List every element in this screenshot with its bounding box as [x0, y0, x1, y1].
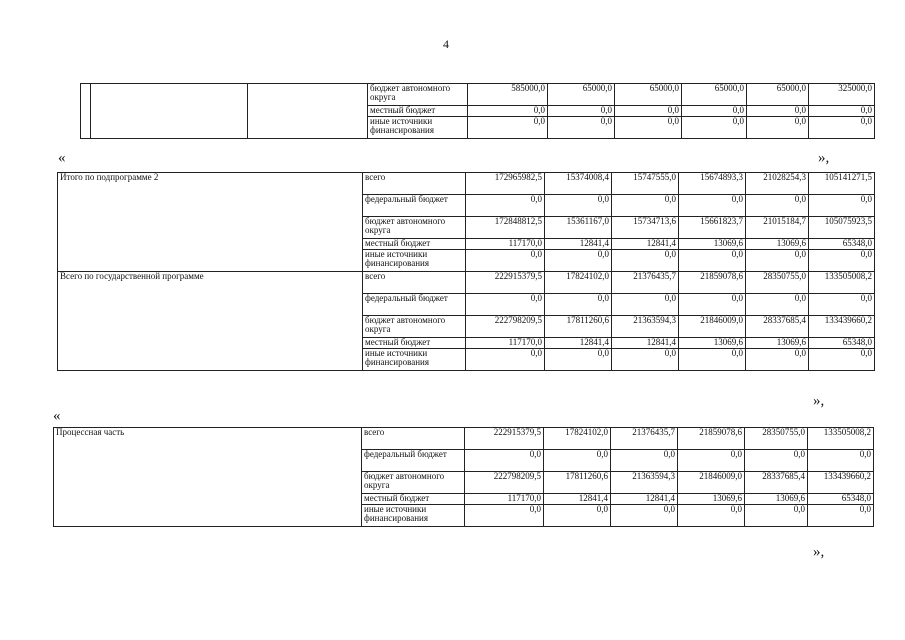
value-cell: 0,0: [808, 505, 874, 527]
close-quote-3: »,: [813, 544, 825, 560]
value-cell: 0,0: [809, 349, 875, 371]
value-cell: 0,0: [465, 450, 544, 472]
value-cell: 13069,6: [678, 494, 745, 505]
value-cell: 13069,6: [679, 239, 746, 250]
value-cell: 12841,4: [612, 239, 679, 250]
value-cell: 0,0: [747, 106, 809, 117]
value-cell: 0,0: [679, 294, 746, 316]
value-cell: 172848812,5: [466, 217, 545, 239]
value-cell: 0,0: [809, 106, 875, 117]
row-label: местный бюджет: [368, 106, 468, 117]
row-label: местный бюджет: [363, 338, 466, 349]
value-cell: 0,0: [612, 195, 679, 217]
value-cell: 15374008,4: [545, 173, 612, 195]
row-label: бюджет автономного округа: [363, 316, 466, 338]
value-cell: 0,0: [612, 294, 679, 316]
row-label: бюджет автономного округа: [362, 472, 465, 494]
value-cell: 0,0: [611, 505, 678, 527]
value-cell: 28337685,4: [746, 316, 809, 338]
value-cell: 0,0: [465, 505, 544, 527]
value-cell: 21363594,3: [612, 316, 679, 338]
value-cell: 12841,4: [612, 338, 679, 349]
value-cell: 65000,0: [615, 84, 682, 106]
value-cell: 0,0: [678, 505, 745, 527]
value-cell: 21846009,0: [678, 472, 745, 494]
table-row: [58, 272, 875, 294]
value-cell: 0,0: [615, 117, 682, 139]
value-cell: 585000,0: [468, 84, 548, 106]
page-number: 4: [443, 37, 449, 51]
value-cell: 222798209,5: [465, 472, 544, 494]
row-label: федеральный бюджет: [363, 294, 466, 316]
value-cell: 15747555,0: [612, 173, 679, 195]
value-cell: 0,0: [746, 250, 809, 272]
open-quote-2: «: [53, 408, 61, 424]
value-cell: 65000,0: [548, 84, 615, 106]
value-cell: 0,0: [746, 294, 809, 316]
value-cell: 13069,6: [746, 338, 809, 349]
table-row: [54, 428, 874, 450]
row-label: иные источники финансирования: [368, 117, 468, 139]
empty-cell-c: [248, 84, 368, 139]
value-cell: 0,0: [679, 195, 746, 217]
value-cell: 133439660,2: [809, 316, 875, 338]
value-cell: 21846009,0: [679, 316, 746, 338]
value-cell: 17811260,6: [544, 472, 611, 494]
value-cell: 0,0: [544, 505, 611, 527]
value-cell: 0,0: [809, 250, 875, 272]
value-cell: 15361167,0: [545, 217, 612, 239]
value-cell: 0,0: [612, 250, 679, 272]
value-cell: 0,0: [612, 349, 679, 371]
row-label: федеральный бюджет: [363, 195, 466, 217]
value-cell: 21376435,7: [612, 272, 679, 294]
row-label: иные источники финансирования: [363, 250, 466, 272]
value-cell: 0,0: [679, 349, 746, 371]
value-cell: 28337685,4: [745, 472, 808, 494]
value-cell: 0,0: [466, 349, 545, 371]
table-row: [81, 84, 875, 106]
value-cell: 17824102,0: [545, 272, 612, 294]
value-cell: 21376435,7: [611, 428, 678, 450]
value-cell: 65000,0: [682, 84, 747, 106]
row-label: местный бюджет: [363, 239, 466, 250]
funding-table-continuation: [80, 83, 875, 139]
value-cell: 0,0: [545, 294, 612, 316]
value-cell: 12841,4: [611, 494, 678, 505]
value-cell: 0,0: [745, 450, 808, 472]
value-cell: 172965982,5: [466, 173, 545, 195]
row-label: иные источники финансирования: [362, 505, 465, 527]
value-cell: 65348,0: [809, 239, 875, 250]
row-label: бюджет автономного округа: [368, 84, 468, 106]
value-cell: 12841,4: [544, 494, 611, 505]
value-cell: 17824102,0: [544, 428, 611, 450]
value-cell: 0,0: [678, 450, 745, 472]
value-cell: 0,0: [468, 117, 548, 139]
value-cell: 65348,0: [808, 494, 874, 505]
value-cell: 0,0: [809, 294, 875, 316]
empty-cell-b: [91, 84, 248, 139]
value-cell: 0,0: [746, 195, 809, 217]
value-cell: 117170,0: [466, 239, 545, 250]
value-cell: 0,0: [809, 117, 875, 139]
value-cell: 0,0: [615, 106, 682, 117]
row-label: местный бюджет: [362, 494, 465, 505]
value-cell: 21859078,6: [679, 272, 746, 294]
value-cell: 17811260,6: [545, 316, 612, 338]
close-quote-2: »,: [813, 393, 825, 409]
row-label: бюджет автономного округа: [363, 217, 466, 239]
totals-table: [57, 172, 875, 371]
value-cell: 0,0: [809, 195, 875, 217]
value-cell: 222915379,5: [465, 428, 544, 450]
value-cell: 0,0: [682, 117, 747, 139]
empty-cell-a: [81, 84, 91, 139]
value-cell: 117170,0: [465, 494, 544, 505]
value-cell: 0,0: [545, 250, 612, 272]
value-cell: 0,0: [466, 195, 545, 217]
value-cell: 105141271,5: [809, 173, 875, 195]
row-label: федеральный бюджет: [362, 450, 465, 472]
value-cell: 0,0: [544, 450, 611, 472]
value-cell: 133505008,2: [808, 428, 874, 450]
value-cell: 12841,4: [545, 239, 612, 250]
value-cell: 15674893,3: [679, 173, 746, 195]
value-cell: 0,0: [466, 250, 545, 272]
section-title: Всего по государственной программе: [58, 272, 363, 371]
value-cell: 13069,6: [745, 494, 808, 505]
value-cell: 133505008,2: [809, 272, 875, 294]
value-cell: 0,0: [746, 349, 809, 371]
value-cell: 21859078,6: [678, 428, 745, 450]
value-cell: 13069,6: [746, 239, 809, 250]
section-title: Процессная часть: [54, 428, 362, 527]
value-cell: 0,0: [468, 106, 548, 117]
value-cell: 13069,6: [679, 338, 746, 349]
value-cell: 0,0: [548, 106, 615, 117]
value-cell: 21015184,7: [746, 217, 809, 239]
value-cell: 0,0: [745, 505, 808, 527]
value-cell: 21363594,3: [611, 472, 678, 494]
table-row: [58, 173, 875, 195]
value-cell: 0,0: [611, 450, 678, 472]
value-cell: 105075923,5: [809, 217, 875, 239]
value-cell: 0,0: [545, 195, 612, 217]
open-quote: «: [58, 150, 66, 166]
value-cell: 0,0: [682, 106, 747, 117]
value-cell: 0,0: [747, 117, 809, 139]
value-cell: 21028254,3: [746, 173, 809, 195]
process-table: [53, 427, 874, 527]
row-label: всего: [363, 173, 466, 195]
value-cell: 222915379,5: [466, 272, 545, 294]
value-cell: 117170,0: [466, 338, 545, 349]
value-cell: 0,0: [548, 117, 615, 139]
value-cell: 0,0: [808, 450, 874, 472]
value-cell: 12841,4: [545, 338, 612, 349]
value-cell: 28350755,0: [746, 272, 809, 294]
value-cell: 0,0: [466, 294, 545, 316]
value-cell: 133439660,2: [808, 472, 874, 494]
value-cell: 65348,0: [809, 338, 875, 349]
value-cell: 0,0: [545, 349, 612, 371]
value-cell: 65000,0: [747, 84, 809, 106]
close-quote: »,: [818, 150, 830, 166]
value-cell: 0,0: [679, 250, 746, 272]
value-cell: 15661823,7: [679, 217, 746, 239]
section-title: Итого по подпрограмме 2: [58, 173, 363, 272]
row-label: иные источники финансирования: [363, 349, 466, 371]
value-cell: 222798209,5: [466, 316, 545, 338]
value-cell: 15734713,6: [612, 217, 679, 239]
row-label: всего: [362, 428, 465, 450]
value-cell: 325000,0: [809, 84, 875, 106]
row-label: всего: [363, 272, 466, 294]
value-cell: 28350755,0: [745, 428, 808, 450]
